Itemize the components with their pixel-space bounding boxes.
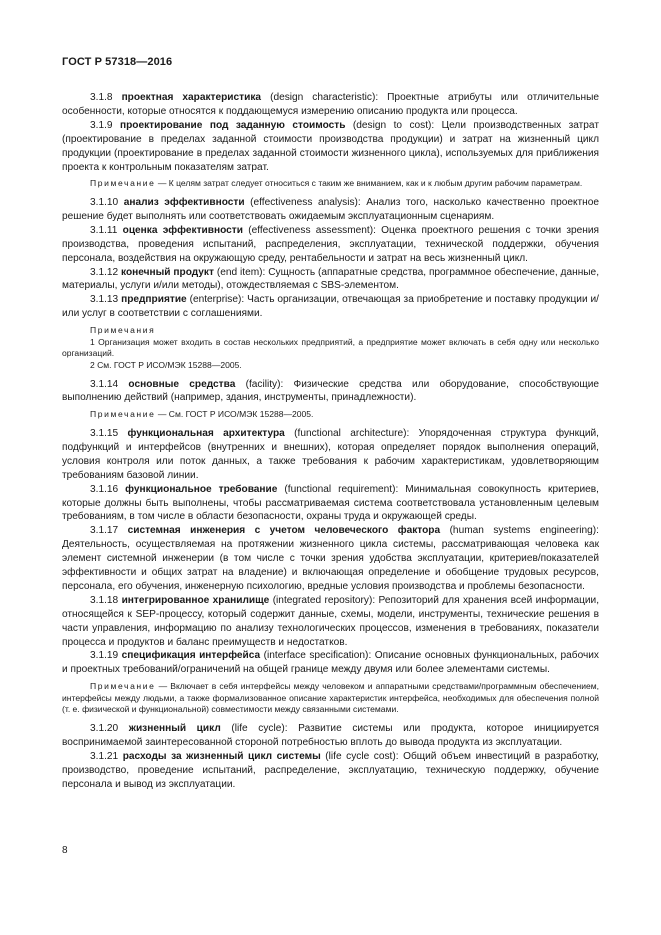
def-number: 3.1.18 <box>90 594 119 606</box>
def-english: (functional architecture) <box>294 427 407 439</box>
def-term: основные средства <box>128 378 236 390</box>
def-term: расходы за жизненный цикл системы <box>122 750 321 762</box>
def-number: 3.1.21 <box>90 750 119 762</box>
definition-3-1-12 <box>62 266 599 294</box>
definition-3-1-13 <box>62 293 599 321</box>
def-text: : Сущность (аппаратные средства, программное обеспечение, данные, материалы, услуги и/или методы), отождествляемая с SBS-элементом. <box>62 266 600 292</box>
note-item: 2 См. ГОСТ Р ИСО/МЭК 15288—2005. <box>90 359 242 370</box>
def-text: : Физические средства или оборудование, способствующие выполнению действий (например, здания, инструменты, принадлежности). <box>62 378 599 404</box>
def-english: (design characteristic) <box>270 92 376 103</box>
def-term: конечный продукт <box>121 266 214 278</box>
def-number: 3.1.9 <box>90 119 113 131</box>
definition-3-1-8 <box>62 91 599 119</box>
def-number: 3.1.20 <box>90 723 119 735</box>
definition-3-1-17 <box>62 524 599 594</box>
def-number: 3.1.12 <box>90 266 119 278</box>
def-term: анализ эффективности <box>123 197 245 209</box>
def-term: функциональная архитектура <box>127 427 285 439</box>
def-term: предприятие <box>121 294 187 306</box>
def-term: оценка эффективности <box>122 224 243 236</box>
note-3-1-9 <box>62 178 599 190</box>
def-english: (functional requirement) <box>284 483 396 495</box>
def-english: (human systems engineering) <box>449 525 597 537</box>
def-text: : Развитие системы или продукта, которое инициируется воспринимаемой заинтересованной стороной потребностью вплоть до вывода продукта из эксплуатации. <box>62 723 599 748</box>
def-number: 3.1.8 <box>90 92 113 103</box>
notes-heading-3-1-13 <box>62 325 599 337</box>
def-english: (end item) <box>216 266 263 278</box>
def-number: 3.1.15 <box>90 427 119 439</box>
definition-3-1-18 <box>62 594 599 650</box>
def-term: функциональное требование <box>125 483 278 495</box>
def-term: проектная характеристика <box>121 92 262 103</box>
note-item: 1 Организация может входить в состав нескольких предприятий, а предприятие может включать в себя одну или несколько организаций. <box>62 336 599 359</box>
def-number: 3.1.10 <box>90 197 119 209</box>
def-text: : Проектные атрибуты или отличительные особенности, которые относятся к поддающемуся измерению описанию продукта или процесса. <box>62 92 599 117</box>
def-term: проектирование под заданную стоимость <box>119 119 346 131</box>
note-label: Примечание <box>90 681 156 692</box>
definition-3-1-19 <box>62 649 599 677</box>
def-english: (enterprise) <box>189 294 242 306</box>
def-term: жизненный цикл <box>128 723 221 735</box>
def-number: 3.1.19 <box>90 650 119 662</box>
def-english: (interface specification) <box>263 650 369 662</box>
def-english: (facility) <box>245 378 281 390</box>
definition-3-1-21 <box>62 750 599 792</box>
definitions-list <box>62 91 599 792</box>
def-term: интегрированное хранилище <box>121 594 270 606</box>
def-number: 3.1.11 <box>90 224 118 236</box>
def-text: : Минимальная совокупность критериев, которые должны быть выполнены, чтобы рассматриваемая система соответствовала установленным целевым требованиям, в том числе в области безопасности, охраны труда и окружающей среды. <box>62 483 599 523</box>
def-text: : Описание основных функциональных, рабочих и проектных требований/ограничений на общей границе между двумя или более элементами системы. <box>62 650 599 676</box>
def-text: : Репозиторий для хранения всей информации, относящейся к SEP-процессу, который содержит данные, схемы, модели, инструменты, технические решения в части управления, информацию по анализу технологических процессов, изменения в требованиях, показатели процесса и продуктов и баланс преимуществ и недостатков. <box>62 594 600 648</box>
note-text: — Включает в себя интерфейсы между человеком и аппаратными средствами/программным обеспечением, интерфейсы между людьми, а также формализованное описание характеристик интерфейса, необходимых для обеспечения полной (т. е. физической и функциональной) совместимости между связанными системами. <box>62 681 599 715</box>
def-text: : Общий объем инвестиций в разработку, производство, проведение испытаний, распределение, эксплуатацию, техническую поддержку, обучение персонала и вывод из эксплуатации. <box>62 750 599 790</box>
def-text: : Упорядоченная структура функций, подфункций и интерфейсов (внутренних и внешних), которая определяет порядок выполнения операций, условия контроля или поток данных, а также требования к рабочим характеристикам, удовлетворяющим требованиям базовой линии. <box>62 427 599 481</box>
definition-3-1-20 <box>62 722 599 750</box>
def-number: 3.1.17 <box>90 525 119 537</box>
note-text: — См. ГОСТ Р ИСО/МЭК 15288—2005. <box>155 409 314 420</box>
def-text: : Оценка проектного решения с точки зрения производства, проведения испытаний, распределения, эксплуатации, технической поддержки, обучения персонала, воздействия на окружающую среду, рентабельности и затрат на весь жизненный цикл. <box>62 224 599 264</box>
def-text: : Часть организации, отвечающая за приобретение и поставку продукции и/или услуг в соответствии с соглашениями. <box>62 294 599 320</box>
definition-3-1-16 <box>62 483 599 525</box>
note-3-1-19 <box>62 681 599 716</box>
note-3-1-14 <box>62 409 599 421</box>
note-text: — К целям затрат следует относиться с таким же вниманием, как и к любым другим рабочим параметрам. <box>155 178 583 189</box>
def-english: (design to cost) <box>352 119 432 131</box>
definition-3-1-11 <box>62 224 599 266</box>
def-text: : Анализ того, насколько качественно проектное решение будет выполнять или соответствовать ожидаемым эксплуатационным сценариям. <box>62 197 599 222</box>
def-english: (integrated repository) <box>272 594 373 606</box>
note-label: Примечание <box>90 409 156 420</box>
definition-3-1-9 <box>62 119 599 175</box>
def-number: 3.1.16 <box>90 483 119 495</box>
def-text: : Деятельность, осуществляемая на протяжении жизненного цикла системы, рассматривающая человека как элемент системной инженерии (в том числе с точки зрения удобства эксплуатации, критериев/показателей эффективности и общих затрат на владение) и включающая определение и обобщение трудовых ресурсов, персонала, его обучения, инженерную психологию, вредные условия производства и проблемы безопасности. <box>62 525 599 592</box>
def-number: 3.1.14 <box>90 378 119 390</box>
def-english: (effectiveness analysis) <box>250 197 358 209</box>
def-english: (life cycle) <box>231 723 285 735</box>
def-text: : Цели производственных затрат (проектирование в пределах заданной стоимости производства продукции) и затрат на жизненный цикл продукции (проектирование в пределах заданной стоимости жизненного цикла), используемых для приближения проекта к контрольным показателям затрат. <box>62 119 599 173</box>
page-number: 8 <box>62 845 68 856</box>
definition-3-1-14 <box>62 378 599 406</box>
definition-3-1-15 <box>62 427 599 483</box>
def-term: системная инженерия с учетом человеческого фактора <box>127 525 441 537</box>
def-english: (life cycle cost) <box>325 750 396 762</box>
definition-3-1-10 <box>62 196 599 224</box>
notes-label: Примечания <box>90 325 156 336</box>
def-term: спецификация интерфейса <box>121 650 261 662</box>
def-number: 3.1.13 <box>90 294 119 306</box>
standard-header: ГОСТ Р 57318—2016 <box>62 56 173 68</box>
note-label: Примечание <box>90 178 156 189</box>
def-english: (effectiveness assessment) <box>248 224 374 236</box>
